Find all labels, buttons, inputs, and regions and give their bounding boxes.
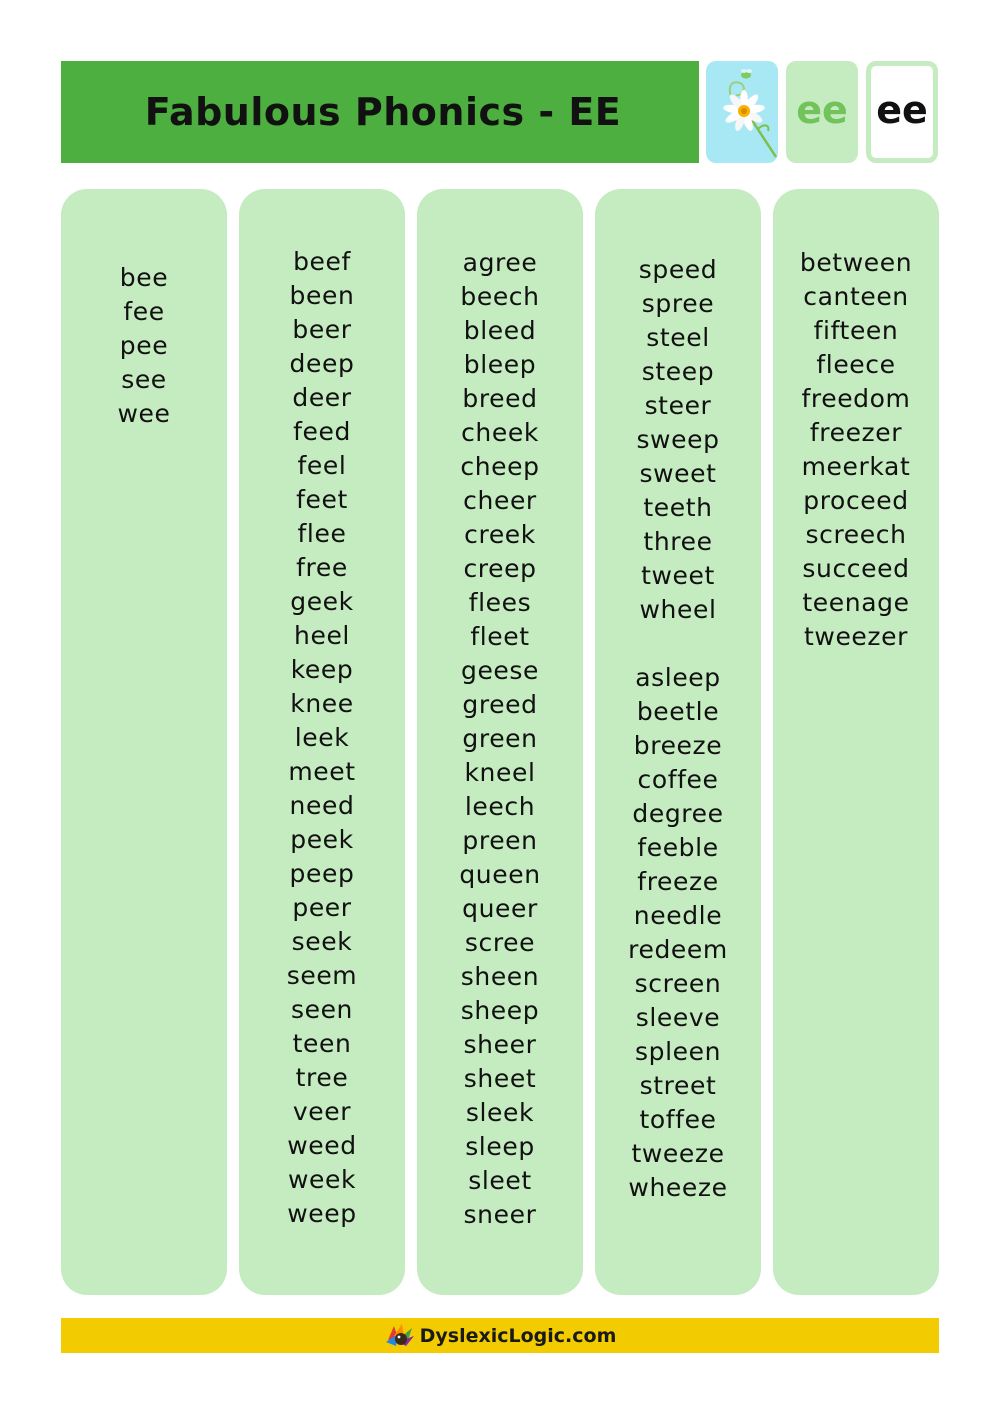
word-item: see: [121, 365, 167, 394]
word-item: freezer: [809, 418, 903, 447]
word-item: greed: [462, 690, 538, 719]
word-item: cheer: [463, 486, 537, 515]
word-item: beer: [292, 315, 352, 344]
word-item: sleet: [468, 1166, 532, 1195]
word-item: seen: [290, 995, 354, 1024]
word-item: steel: [646, 323, 710, 352]
word-item: feed: [293, 417, 351, 446]
word-item: sweet: [639, 459, 717, 488]
word-item: deep: [289, 349, 355, 378]
word-item: sneer: [463, 1200, 537, 1229]
word-item: succeed: [802, 554, 910, 583]
ee-grapheme-black: ee: [876, 88, 928, 132]
word-item: creek: [464, 520, 536, 549]
word-item: veer: [292, 1097, 352, 1126]
word-item: cheep: [460, 452, 540, 481]
word-item: week: [287, 1165, 357, 1194]
word-item: redeem: [628, 935, 728, 964]
word-item: breed: [462, 384, 538, 413]
word-item: meet: [288, 757, 356, 786]
word-item: asleep: [635, 663, 721, 692]
word-item: agree: [462, 248, 538, 277]
word-item: tweet: [641, 561, 715, 590]
word-item: spleen: [634, 1037, 722, 1066]
word-item: kneel: [464, 758, 536, 787]
word-item: feet: [296, 485, 348, 514]
ee-grapheme-tile-white: [866, 61, 938, 163]
word-item: pee: [119, 331, 169, 360]
footer-brand-text: DyslexicLogic.com: [419, 1324, 617, 1347]
word-item: seem: [286, 961, 358, 990]
word-item: breeze: [633, 731, 723, 760]
word-item: sheet: [463, 1064, 537, 1093]
word-item: fleece: [816, 350, 896, 379]
word-item: green: [462, 724, 538, 753]
word-item: freedom: [801, 384, 911, 413]
word-item: tree: [295, 1063, 349, 1092]
word-item: bleep: [463, 350, 537, 379]
word-item: peep: [289, 859, 355, 888]
word-item: keep: [290, 655, 354, 684]
word-item: freeze: [637, 867, 719, 896]
daisy-illustration: [706, 61, 778, 163]
daisy-bee-icon: [706, 61, 778, 163]
word-item: peer: [292, 893, 352, 922]
footer-bar: [61, 1318, 939, 1353]
word-item: speed: [638, 255, 718, 284]
word-item: feeble: [637, 833, 719, 862]
word-item: creep: [463, 554, 537, 583]
word-item: street: [639, 1071, 717, 1100]
word-item: steer: [644, 391, 712, 420]
footer-brand: [384, 1322, 617, 1350]
word-item: geese: [460, 656, 540, 685]
word-item: wheel: [639, 595, 717, 624]
word-item: feel: [297, 451, 347, 480]
rainbow-splash-logo-icon: [384, 1322, 418, 1350]
page-title: Fabulous Phonics - EE: [144, 90, 622, 134]
word-item: fleet: [470, 622, 530, 651]
word-item: wee: [117, 399, 171, 428]
word-item: canteen: [803, 282, 909, 311]
word-item: been: [289, 281, 355, 310]
word-column-1: [61, 189, 227, 1295]
word-item: sheer: [463, 1030, 537, 1059]
word-item: geek: [290, 587, 354, 616]
word-item: beetle: [636, 697, 720, 726]
word-item: weep: [287, 1199, 357, 1228]
word-item: fee: [123, 297, 165, 326]
word-item: beech: [460, 282, 540, 311]
word-item: deer: [292, 383, 352, 412]
word-item: degree: [632, 799, 724, 828]
word-item: cheek: [461, 418, 539, 447]
word-item: need: [289, 791, 355, 820]
word-item: screech: [805, 520, 907, 549]
word-column-4: [595, 189, 761, 1295]
word-item: free: [296, 553, 348, 582]
word-item: beef: [293, 247, 351, 276]
word-item: tweeze: [631, 1139, 725, 1168]
word-item: queer: [462, 894, 538, 923]
word-item: between: [799, 248, 913, 277]
word-item: knee: [290, 689, 354, 718]
word-item: seek: [291, 927, 353, 956]
word-column-2: [239, 189, 405, 1295]
word-item: leech: [464, 792, 536, 821]
word-item: peek: [290, 825, 354, 854]
word-item: heel: [294, 621, 350, 650]
word-item: toffee: [639, 1105, 717, 1134]
word-item: sleek: [465, 1098, 535, 1127]
word-item: proceed: [803, 486, 909, 515]
title-bar: [61, 61, 699, 163]
word-item: needle: [633, 901, 723, 930]
word-item: wheeze: [628, 1173, 728, 1202]
word-item: meerkat: [801, 452, 911, 481]
word-item: flee: [297, 519, 347, 548]
word-column-5: [773, 189, 939, 1295]
word-item: weed: [287, 1131, 357, 1160]
word-item: bee: [119, 263, 169, 292]
word-item: steep: [641, 357, 715, 386]
word-item: sleeve: [635, 1003, 721, 1032]
word-item: coffee: [637, 765, 719, 794]
word-item: teenage: [802, 588, 910, 617]
word-item: three: [643, 527, 713, 556]
word-item: fifteen: [813, 316, 899, 345]
word-item: teeth: [643, 493, 713, 522]
word-item: leek: [294, 723, 350, 752]
word-item: tweezer: [804, 622, 908, 651]
word-group-gap: [595, 627, 761, 661]
ee-grapheme-tile-green: [786, 61, 858, 163]
word-column-3: [417, 189, 583, 1295]
word-item: sweep: [636, 425, 720, 454]
word-item: queen: [459, 860, 541, 889]
word-item: flees: [468, 588, 532, 617]
word-item: preen: [462, 826, 538, 855]
word-item: spree: [641, 289, 715, 318]
ee-grapheme-green: ee: [796, 88, 848, 132]
word-item: screen: [634, 969, 722, 998]
word-item: sleep: [465, 1132, 535, 1161]
word-item: scree: [464, 928, 536, 957]
word-item: teen: [292, 1029, 352, 1058]
word-item: sheen: [460, 962, 540, 991]
word-item: sheep: [460, 996, 540, 1025]
word-item: bleed: [463, 316, 537, 345]
